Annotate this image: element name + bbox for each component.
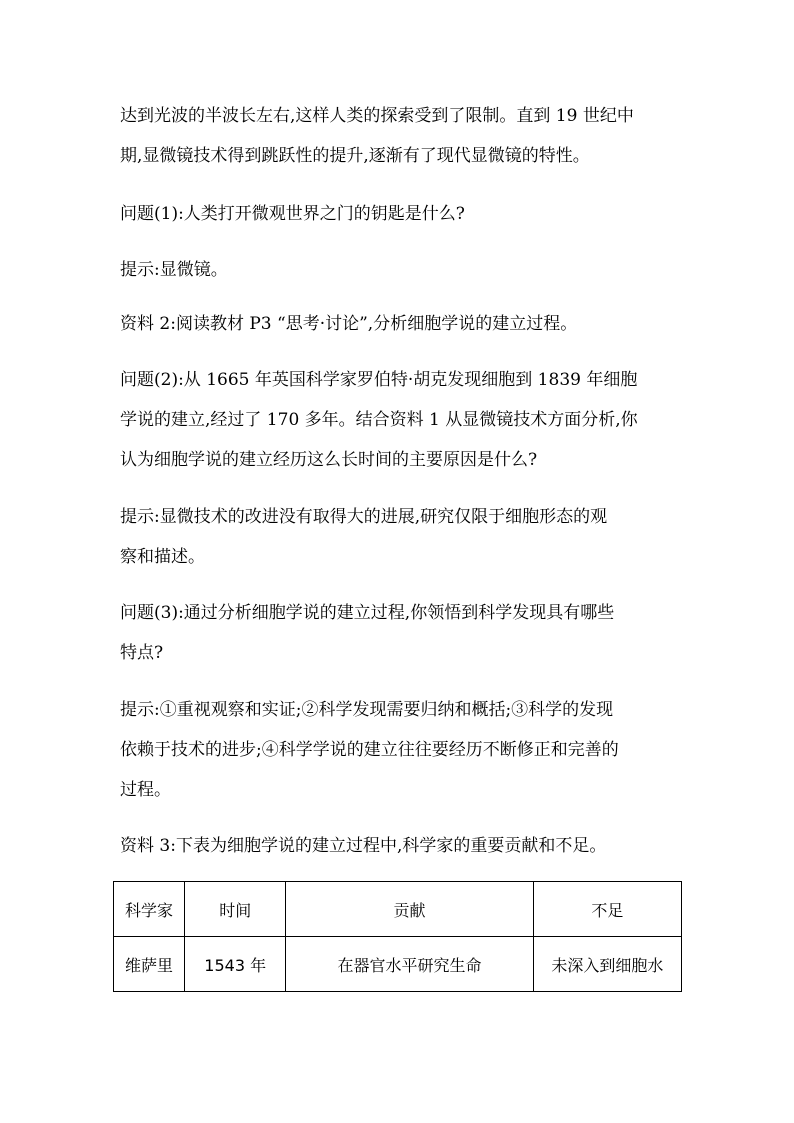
hint-2 [120,497,686,577]
header-cell-scientist: 科学家 [114,882,185,937]
question-1 [120,194,686,234]
text-line: 过程。 [120,780,171,800]
question-2 [120,360,686,480]
header-cell-shortcoming: 不足 [533,882,681,937]
table-header-row [114,882,682,937]
text-line: 依赖于技术的进步;④科学学说的建立往往要经历不断修正和完善的 [120,740,619,760]
text-line: 提示:显微技术的改进没有取得大的进展,研究仅限于细胞形态的观 [120,507,608,527]
text-line: 特点? [120,643,164,663]
material-2 [120,304,686,344]
text-line: 问题(1):人类打开微观世界之门的钥匙是什么? [120,204,465,224]
table-cell: 1543 年 [185,937,286,992]
hint-1 [120,250,686,290]
text-line: 提示:①重视观察和实证;②科学发现需要归纳和概括;③科学的发现 [120,700,614,720]
text-line: 学说的建立,经过了 170 多年。结合资料 1 从显微镜技术方面分析,你 [120,410,638,430]
table-cell: 在器官水平研究生命 [286,937,533,992]
text-line: 资料 3:下表为细胞学说的建立过程中,科学家的重要贡献和不足。 [120,836,607,856]
text-line: 察和描述。 [120,547,205,567]
text-line: 提示:显微镜。 [120,260,228,280]
text-line: 认为细胞学说的建立经历这么长时间的主要原因是什么? [120,450,538,470]
text-line: 问题(3):通过分析细胞学说的建立过程,你领悟到科学发现具有哪些 [120,603,615,623]
paragraph-microscope-history [120,96,686,176]
text-line: 期,显微镜技术得到跳跃性的提升,逐渐有了现代显微镜的特性。 [120,146,590,166]
header-cell-time: 时间 [185,882,286,937]
question-3 [120,593,686,673]
header-cell-contribution: 贡献 [286,882,533,937]
table-row [114,937,682,992]
table-cell: 维萨里 [114,937,185,992]
text-line: 资料 2:阅读教材 P3 “思考·讨论”,分析细胞学说的建立过程。 [120,314,578,334]
text-line: 问题(2):从 1665 年英国科学家罗伯特·胡克发现细胞到 1839 年细胞 [120,370,638,390]
text-line: 达到光波的半波长左右,这样人类的探索受到了限制。直到 19 世纪中 [120,106,634,126]
material-3 [120,826,686,866]
hint-3 [120,690,686,810]
table-cell: 未深入到细胞水 [533,937,681,992]
scientist-contribution-table [113,881,682,992]
